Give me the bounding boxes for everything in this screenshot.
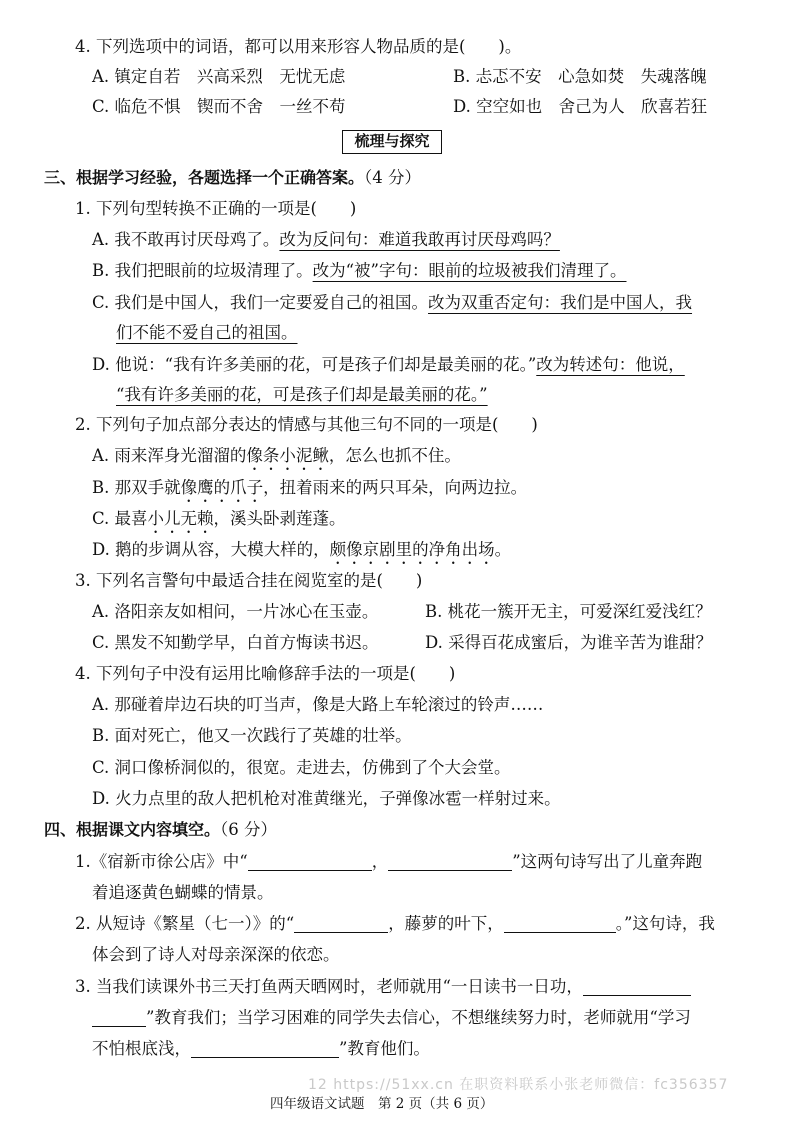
q2-option-a-rest: ，怎么也抓不住。 (328, 446, 461, 465)
q2-option-c-text: C. 最喜 (92, 509, 148, 528)
fill-q3-text-c: 不怕根底浅， (92, 1039, 191, 1058)
q1-option-c (92, 292, 692, 314)
part4-heading-text: 四、根据课文内容填空。 (44, 820, 221, 839)
q1-option-d-underlined-2: “我有许多美丽的花，可是孩子们却是最美丽的花。” (116, 385, 488, 404)
q2-option-b-rest: ，扭着雨来的两只耳朵，向两边拉。 (263, 478, 528, 497)
q4-option-a: A. 那碰着岸边石块的叮当声，像是大路上车轮滚过的铃声…… (92, 695, 544, 714)
fill-q2-text-a: 2. 从短诗《繁星（七一）》的“ (75, 914, 295, 933)
fill-q3-text-d: ”教育他们。 (339, 1039, 430, 1058)
watermark: 12 https://51xx.cn 在职资料联系小张老师微信：fc356357 (308, 1077, 729, 1093)
fill-q3-blank-2[interactable] (191, 1039, 339, 1058)
q2-option-d-dotted: 颇像京剧里的净角出场 (329, 540, 495, 559)
q3-option-d: D. 采得百花成蜜后，为谁辛苦为谁甜？ (425, 633, 713, 652)
q1-option-c-cont (116, 322, 298, 344)
q2-stem: 2. 下列句子加点部分表达的情感与其他三句不同的一项是( ) (75, 415, 538, 434)
q4-top-option-a: A. 镇定自若 兴高采烈 无忧无虑 (92, 67, 346, 86)
q2-option-b (92, 477, 527, 506)
q3-stem: 3. 下列名言警句中最适合挂在阅览室的是( ) (75, 571, 423, 590)
q1-stem: 1. 下列句型转换不正确的一项是( ) (75, 199, 357, 218)
fill-q3-text-b: ”教育我们；当学习困难的同学失去信心，不想继续努力时，老师就用“学习 (146, 1008, 691, 1027)
q3-option-c: C. 黑发不知勤学早，白首方悔读书迟。 (92, 633, 379, 652)
fill-q2-text-c: 。”这句诗，我 (615, 914, 715, 933)
fill-q3-line1 (75, 976, 691, 998)
fill-q3-line2 (92, 1007, 691, 1029)
fill-q2-line1 (75, 913, 715, 935)
q3-option-b: B. 桃花一簇开无主，可爱深红爱浅红？ (425, 602, 712, 621)
fill-q1-text-c: ”这两句诗写出了儿童奔跑 (512, 852, 703, 871)
q1-option-c-text: C. 我们是中国人，我们一定要爱自己的祖国。 (92, 293, 429, 312)
q2-option-c-dotted: 小儿无赖 (147, 509, 214, 528)
fill-q1-text-a: 1.《宿新市徐公店》中“ (75, 852, 248, 871)
q1-option-d-cont (116, 384, 488, 406)
fill-q2-blank-2[interactable] (504, 914, 616, 933)
q4-top-option-b: B. 忐忑不安 心急如焚 失魂落魄 (453, 67, 707, 86)
fill-q1-text-b: ， (371, 852, 389, 871)
fill-q1-line2: 着追逐黄色蝴蝶的情景。 (92, 883, 274, 902)
fill-q2-blank-1[interactable] (294, 914, 388, 933)
fill-q3-text-a: 3. 当我们读课外书三天打鱼两天晒网时，老师就用“一日读书一日功， (75, 977, 583, 996)
fill-q2-line2: 体会到了诗人对母亲深深的依恋。 (92, 945, 340, 964)
q2-option-c (92, 508, 346, 537)
fill-q1-line1 (75, 851, 702, 873)
q2-option-b-text: B. 那双手就 (92, 478, 181, 497)
q4-stem: 4. 下列句子中没有运用比喻修辞手法的一项是( ) (75, 664, 456, 683)
q1-option-b-text: B. 我们把眼前的垃圾清理了。 (92, 261, 313, 280)
q2-option-a (92, 445, 461, 474)
q4-top-stem: 4. 下列选项中的词语，都可以用来形容人物品质的是( )。 (75, 37, 522, 56)
q1-option-a (92, 229, 560, 251)
fill-q2-text-b: ，藤萝的叶下， (388, 914, 504, 933)
q2-option-d-text: D. 鹅的步调从容，大模大样的， (92, 540, 330, 559)
fill-q1-blank-2[interactable] (388, 852, 512, 871)
part3-score: （4 分） (364, 168, 422, 187)
q4-top-option-d: D. 空空如也 舍己为人 欣喜若狂 (453, 97, 708, 116)
part3-heading (44, 167, 421, 189)
q1-option-d-underlined: 改为转述句：他说， (536, 355, 685, 374)
q1-option-a-underlined: 改为反问句：难道我敢再讨厌母鸡吗？ (279, 230, 560, 249)
page-footer: 四年级语文试题 第 2 页（共 6 页） (270, 1096, 494, 1112)
fill-q3-blank-1[interactable] (583, 977, 691, 996)
part3-heading-text: 三、根据学习经验，各题选择一个正确答案。 (44, 168, 365, 187)
fill-q1-blank-1[interactable] (248, 852, 372, 871)
q1-option-b-underlined: 改为“被”字句：眼前的垃圾被我们清理了。 (312, 261, 627, 280)
q2-option-d-rest: 。 (494, 540, 512, 559)
part4-heading (44, 819, 277, 841)
q2-option-a-dotted: 像条小泥鳅 (246, 446, 329, 465)
q4-top-option-c: C. 临危不惧 锲而不舍 一丝不苟 (92, 97, 346, 116)
q1-option-c-underlined-2: 们不能不爱自己的祖国。 (116, 323, 298, 342)
q1-option-b (92, 260, 627, 282)
q1-option-d-text: D. 他说：“我有许多美丽的花，可是孩子们却是最美丽的花。” (92, 355, 537, 374)
part4-score: （6 分） (220, 820, 278, 839)
q2-option-a-text: A. 雨来浑身光溜溜的 (92, 446, 247, 465)
q4-option-b: B. 面对死亡，他又一次践行了英雄的壮举。 (92, 726, 412, 745)
fill-q3-line3 (92, 1038, 430, 1060)
q1-option-a-text: A. 我不敢再讨厌母鸡了。 (92, 230, 280, 249)
q1-option-c-underlined: 改为双重否定句：我们是中国人，我 (428, 293, 693, 312)
q4-option-c: C. 洞口像桥洞似的，很宽。走进去，仿佛到了个大会堂。 (92, 758, 511, 777)
q1-option-d (92, 354, 685, 376)
q2-option-d (92, 539, 511, 568)
q2-option-b-dotted: 像鹰的爪子 (180, 478, 264, 497)
section-title: 梳理与探究 (342, 130, 442, 154)
q3-option-a: A. 洛阳亲友如相问，一片冰心在玉壶。 (92, 602, 379, 621)
q2-option-c-rest: ，溪头卧剥莲蓬。 (213, 509, 346, 528)
fill-q3-blank-1-cont[interactable] (92, 1008, 146, 1027)
q4-option-d: D. 火力点里的敌人把机枪对准黄继光，子弹像冰雹一样射过来。 (92, 789, 561, 808)
